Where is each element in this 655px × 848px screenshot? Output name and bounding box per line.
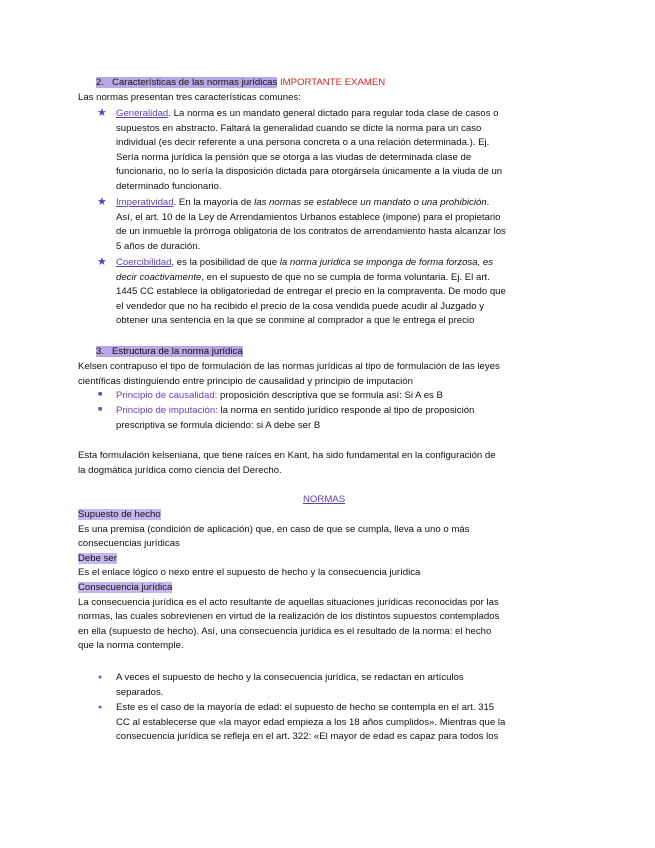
generalidad-line: . La norma es un mandato general dictado para regular toda clase de casos o bbox=[168, 108, 499, 119]
section-3-title-highlight bbox=[96, 346, 243, 357]
generalidad-term: Generalidad bbox=[116, 108, 169, 119]
coercibilidad-text: , es la posibilidad de que bbox=[171, 257, 280, 268]
coercibilidad-line: 1445 CC establece la obligatoriedad de entregar el precio en la compraventa. De modo que bbox=[116, 286, 506, 298]
imperatividad-text: . bbox=[486, 197, 490, 208]
kelsen-closing bbox=[78, 449, 496, 478]
consecuencia-line: La consecuencia jurídica es el acto resultante de aquellas situaciones jurídicas reconocidas por las bbox=[78, 596, 499, 608]
section-3-intro-line: científicas distinguiendo entre principio de causalidad y principio de imputación bbox=[78, 375, 413, 387]
debe-ser-line: Es el enlace lógico o nexo entre el supuesto de hecho y la consecuencia jurídica bbox=[78, 567, 421, 579]
imperatividad-line: 5 años de duración. bbox=[116, 240, 201, 252]
coercibilidad-line: obtener una sentencia en la que se conmine al comprador a que le entrega el precio bbox=[116, 315, 475, 327]
principio-imputacion-term: Principio de imputación: bbox=[116, 405, 218, 416]
coercibilidad-line: el vendedor que no ha recibido el precio de la cosa vendida puede acudir al Juzgado y bbox=[116, 300, 485, 312]
supuesto-block bbox=[78, 508, 499, 654]
generalidad-line: funcionario, no lo sería la disposición dictada para otorgársela únicamente a la viuda de un bbox=[116, 166, 503, 178]
principio-imputacion-text: prescriptiva se formula diciendo: si A debe ser B bbox=[116, 419, 321, 431]
imperatividad-item bbox=[116, 196, 506, 254]
section-3-heading bbox=[96, 345, 243, 360]
important-exam-tag: IMPORTANTE EXAMEN bbox=[279, 77, 386, 88]
principio-imputacion bbox=[116, 404, 474, 433]
generalidad-line: supuestos en abstracto. Faltará la generalidad cuando se dicte la norma para un caso bbox=[116, 122, 482, 134]
bullet-line: Este es el caso de la mayoría de edad: el supuesto de hecho se contempla en el art. 315 bbox=[116, 702, 495, 713]
dot-bullet-icon: ● bbox=[98, 704, 103, 711]
star-bullet-icon: ★ bbox=[97, 107, 107, 119]
imperatividad-line: Así, el art. 10 de la Ley de Arrendamientos Urbanos establece (impone) para el propietario bbox=[116, 211, 501, 223]
star-bullet-icon: ★ bbox=[97, 256, 107, 268]
consecuencia-heading: Consecuencia jurídica bbox=[78, 581, 173, 593]
supuesto-line: consecuencias jurídicas bbox=[78, 538, 180, 550]
principio-causalidad-term: Principio de causalidad: bbox=[116, 390, 218, 401]
square-bullet-icon: ■ bbox=[98, 391, 103, 398]
supuesto-line: Es una premisa (condición de aplicación) que, en caso de que se cumpla, lleva a uno o más bbox=[78, 523, 470, 535]
bullet-item bbox=[116, 671, 464, 700]
generalidad-item bbox=[116, 107, 502, 195]
consecuencia-line: en ella (supuesto de hecho). Así, una consecuencia jurídica es el resultado de la norma: el hecho bbox=[78, 625, 492, 637]
section-3-intro bbox=[78, 360, 500, 389]
section-3-intro-line: Kelsen contrapuso el tipo de formulación de las normas jurídicas al tipo de formulación de las leyes bbox=[78, 361, 500, 372]
section-2-number: 2. bbox=[96, 77, 105, 88]
principio-causalidad bbox=[116, 389, 443, 404]
section-2-title-highlight bbox=[96, 77, 277, 88]
bullet-item bbox=[116, 701, 505, 745]
section-2-title: Características de las normas jurídicas bbox=[112, 77, 278, 88]
section-2-intro: Las normas presentan tres características comunes: bbox=[78, 92, 301, 103]
imperatividad-line: de un inmueble la prórroga obligatoria de los contratos de arrendamiento hasta alcanzar los bbox=[116, 226, 506, 238]
kelsen-closing-line: la dogmática jurídica como ciencia del Derecho. bbox=[78, 464, 282, 476]
debe-ser-heading: Debe ser bbox=[78, 552, 117, 564]
supuesto-heading: Supuesto de hecho bbox=[78, 509, 161, 520]
star-bullet-icon: ★ bbox=[97, 196, 107, 208]
bullet-line: CC al establecerse que «la mayor edad empieza a los 18 años cumplidos». Mientras que la bbox=[116, 716, 506, 728]
coercibilidad-italic: la norma jurídica se imponga de forma forzosa, es bbox=[279, 257, 494, 268]
section-3-number: 3. bbox=[96, 346, 105, 357]
coercibilidad-item bbox=[116, 256, 506, 329]
consecuencia-line: que la norma contemple. bbox=[78, 640, 184, 652]
bullet-line: consecuencia jurídica se refleja en el art. 322: «El mayor de edad es capaz para todos los bbox=[116, 731, 499, 743]
generalidad-line: determinado funcionario. bbox=[116, 180, 222, 192]
generalidad-line: Sería norma jurídica la pensión que se otorga a las viudas de determinada clase de bbox=[116, 151, 472, 163]
imperatividad-term: Imperatividad bbox=[116, 197, 174, 208]
generalidad-line: individual (es decir referente a una persona concreta o a una relación determinada.). Ej. bbox=[116, 137, 490, 149]
bullet-line: A veces el supuesto de hecho y la consecuencia jurídica, se redactan en artículos bbox=[116, 672, 464, 683]
square-bullet-icon: ■ bbox=[98, 406, 103, 413]
imperatividad-text: . En la mayoría de bbox=[173, 197, 255, 208]
coercibilidad-text: , en el supuesto de que no se cumpla de forma voluntaria. Ej. El art. bbox=[201, 271, 490, 283]
consecuencia-line: normas, las cuales sobrevienen en virtud de la realización de los distintos supuestos contemplados bbox=[78, 611, 500, 623]
principio-causalidad-text: proposición descriptiva que se formula así: Si A es B bbox=[217, 390, 443, 401]
coercibilidad-italic: decir coactivamente bbox=[116, 271, 202, 283]
section-2-heading bbox=[96, 76, 385, 91]
kelsen-closing-line: Esta formulación kelseniana, que tiene raíces en Kant, ha sido fundamental en la configuración de bbox=[78, 450, 496, 461]
dot-bullet-icon: ● bbox=[98, 674, 103, 681]
normas-title: NORMAS bbox=[303, 494, 346, 505]
coercibilidad-term: Coercibilidad bbox=[116, 257, 172, 268]
section-3-title: Estructura de la norma jurídica bbox=[112, 346, 243, 357]
imperatividad-italic: las normas se establece un mandato o una prohibición bbox=[254, 197, 487, 208]
principio-imputacion-text: la norma en sentido jurídico responde al tipo de proposición bbox=[217, 405, 475, 416]
bullet-line: separados. bbox=[116, 686, 164, 698]
